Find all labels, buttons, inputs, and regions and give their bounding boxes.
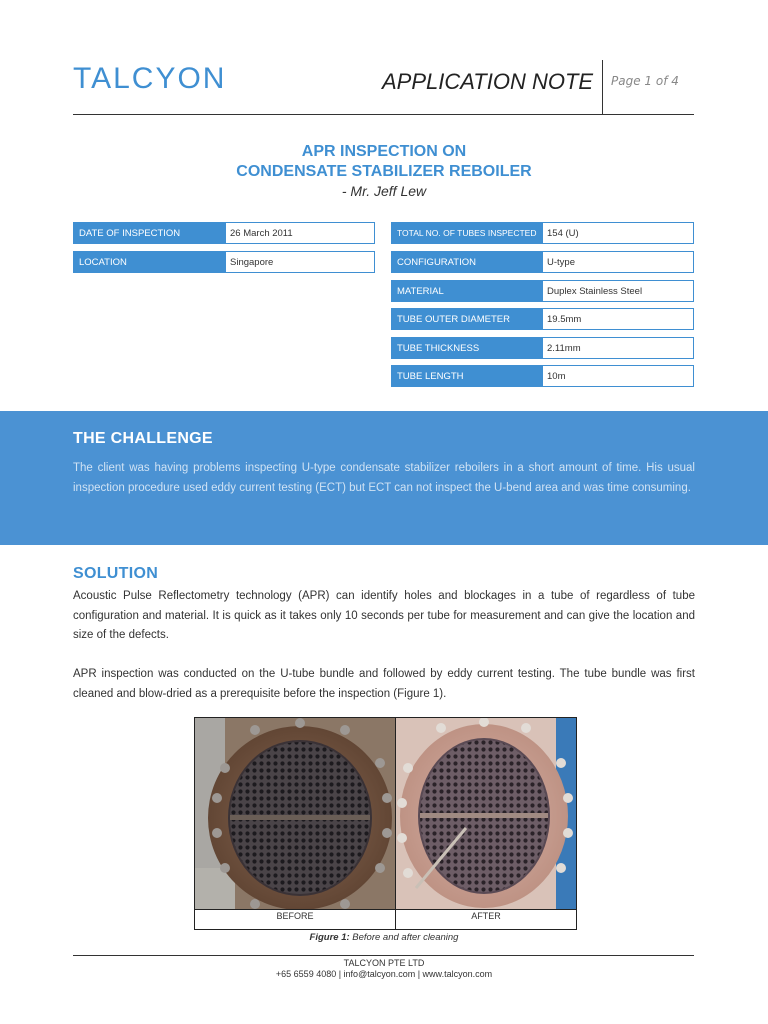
info-value: U-type — [543, 251, 694, 273]
figure-caption-text: Before and after cleaning — [352, 932, 459, 943]
info-value: Singapore — [226, 251, 375, 273]
footer-rule — [73, 955, 694, 956]
solution-heading: SOLUTION — [73, 565, 159, 582]
author: - Mr. Jeff Lew — [341, 183, 427, 199]
info-row-location — [73, 251, 375, 273]
talcyon-logo: TALCYON — [73, 62, 227, 95]
figure-divider — [395, 717, 396, 930]
figure-caption-prefix: Figure 1: — [309, 932, 350, 943]
info-row-material — [391, 280, 694, 302]
info-value: 19.5mm — [543, 308, 694, 330]
page-number: Page 1 of 4 — [611, 74, 679, 88]
info-value: 2.11mm — [543, 337, 694, 359]
challenge-heading: THE CHALLENGE — [73, 430, 213, 447]
figure-caption — [0, 932, 768, 943]
after-cleaning-photo — [396, 718, 576, 909]
info-label: LOCATION — [73, 251, 226, 273]
info-row-thickness — [391, 337, 694, 359]
info-label: TUBE OUTER DIAMETER — [391, 308, 543, 330]
info-label: MATERIAL — [391, 280, 543, 302]
challenge-body: The client was having problems inspecting U-type condensate stabilizer reboilers in a short amount of time. His usual inspection procedure used eddy current testing (ECT) but ECT can not inspect the U-bend area and was time consuming. — [73, 462, 695, 494]
info-label: CONFIGURATION — [391, 251, 543, 273]
info-row-outer-diameter — [391, 308, 694, 330]
info-row-length — [391, 365, 694, 387]
footer-contact: +65 6559 4080 | info@talcyon.com | www.talcyon.com — [275, 969, 493, 979]
info-value: 10m — [543, 365, 694, 387]
info-label: TOTAL NO. OF TUBES INSPECTED — [391, 222, 543, 244]
info-label: DATE OF INSPECTION — [73, 222, 226, 244]
info-value: 154 (U) — [543, 222, 694, 244]
document-type-heading: APPLICATION NOTE — [382, 69, 594, 94]
info-value: Duplex Stainless Steel — [543, 280, 694, 302]
info-row-tubes-inspected — [391, 222, 694, 244]
footer-company: TALCYON PTE LTD — [343, 958, 425, 968]
header-divider — [602, 60, 603, 114]
figure-label-rule — [194, 909, 577, 910]
before-cleaning-photo — [195, 718, 395, 909]
info-label: TUBE THICKNESS — [391, 337, 543, 359]
info-label: TUBE LENGTH — [391, 365, 543, 387]
before-label: BEFORE — [276, 911, 314, 921]
info-row-date — [73, 222, 375, 244]
info-row-configuration — [391, 251, 694, 273]
document-title-line2: CONDENSATE STABILIZER REBOILER — [236, 163, 532, 180]
solution-paragraph-1: Acoustic Pulse Reflectometry technology (APR) can identify holes and blockages in a tube of regardless of tube configuration and material. It is quick as it takes only 10 seconds per tube for measurement and can give the location and size of the defects. — [73, 590, 695, 642]
solution-paragraph-2: APR inspection was conducted on the U-tube bundle and followed by eddy current testing. The tube bundle was first cleaned and blow-dried as a prerequisite before the inspection (Figure 1). — [73, 668, 695, 700]
after-label: AFTER — [471, 911, 501, 921]
document-title-line1: APR INSPECTION ON — [301, 143, 467, 160]
header-rule — [73, 114, 694, 115]
info-value: 26 March 2011 — [226, 222, 375, 244]
